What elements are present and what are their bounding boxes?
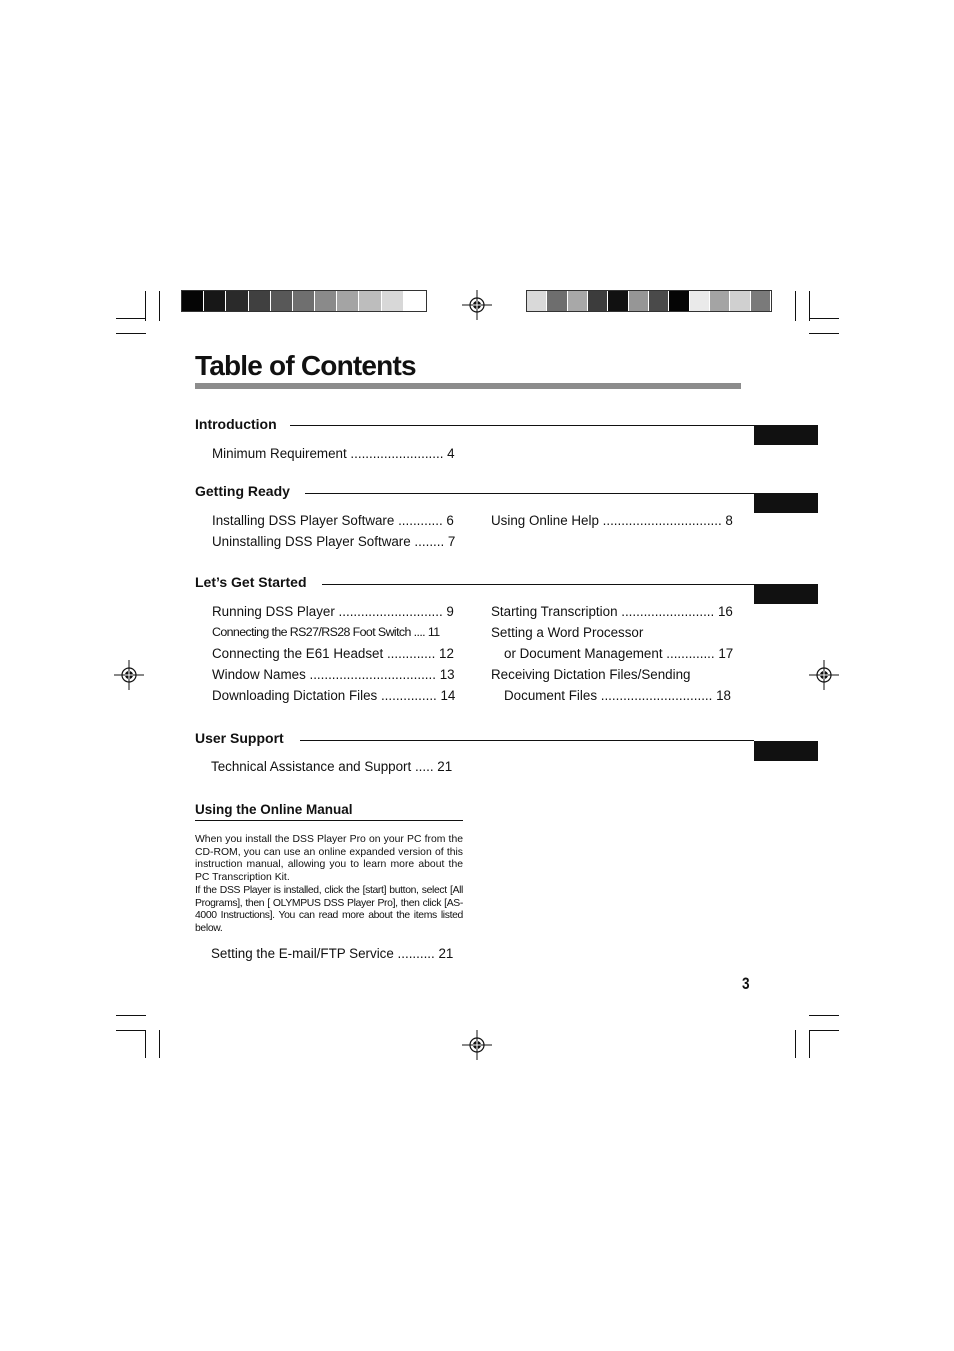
toc-entry-window-names[interactable]: Window Names .................................. 13 bbox=[212, 667, 455, 682]
online-manual-text bbox=[195, 834, 463, 936]
crop-mark bbox=[809, 1030, 810, 1058]
toc-entry-receiving-dictation[interactable]: Receiving Dictation Files/Sending bbox=[491, 667, 691, 682]
toc-entry-word-processor[interactable]: Setting a Word Processor bbox=[491, 625, 644, 640]
color-calibration-bar-right bbox=[526, 290, 772, 312]
toc-entry-minimum-requirement[interactable]: Minimum Requirement ......................... 4 bbox=[212, 446, 455, 461]
section-rule bbox=[300, 740, 754, 741]
color-swatch bbox=[204, 291, 226, 311]
toc-entry-foot-switch[interactable]: Connecting the RS27/RS28 Foot Switch .... 11 bbox=[212, 625, 440, 639]
color-swatch bbox=[608, 291, 628, 311]
color-swatch bbox=[404, 291, 426, 311]
toc-entry-running-dss-player[interactable]: Running DSS Player ............................ 9 bbox=[212, 604, 454, 619]
color-swatch bbox=[226, 291, 248, 311]
online-manual-paragraph: When you install the DSS Player Pro on your PC from the CD-ROM, you can use an online expanded version of this instruction manual, allowing you to learn more about the PC Transcription Kit. bbox=[195, 834, 463, 884]
online-manual-rule bbox=[195, 820, 463, 821]
color-swatch bbox=[588, 291, 608, 311]
crop-mark bbox=[116, 1030, 146, 1031]
crop-mark bbox=[809, 318, 839, 319]
section-rule bbox=[322, 584, 754, 585]
color-swatch bbox=[547, 291, 567, 311]
section-tab-marker bbox=[754, 584, 818, 604]
crop-mark bbox=[116, 1015, 146, 1016]
toc-entry-starting-transcription[interactable]: Starting Transcription ......................... 16 bbox=[491, 604, 733, 619]
color-swatch bbox=[710, 291, 730, 311]
registration-mark-icon bbox=[462, 290, 492, 320]
toc-entry-headset[interactable]: Connecting the E61 Headset ............. 12 bbox=[212, 646, 454, 661]
section-tab-marker bbox=[754, 741, 818, 761]
color-swatch bbox=[629, 291, 649, 311]
color-swatch bbox=[382, 291, 404, 311]
toc-entry-uninstalling[interactable]: Uninstalling DSS Player Software ........ 7 bbox=[212, 534, 456, 549]
color-calibration-bar-left bbox=[181, 290, 427, 312]
color-swatch bbox=[182, 291, 204, 311]
crop-mark bbox=[809, 1030, 839, 1031]
section-heading-getting-ready: Getting Ready bbox=[195, 483, 290, 499]
crop-mark bbox=[116, 318, 146, 319]
color-swatch bbox=[730, 291, 750, 311]
online-manual-paragraph: If the DSS Player is installed, click the [start] button, select [All Programs], then [ OLYMPUS DSS Player Pro], then click [AS-4000 Instructions]. You can read more about the items listed below. bbox=[195, 884, 463, 934]
crop-mark bbox=[795, 291, 796, 321]
crop-mark bbox=[145, 1030, 146, 1058]
registration-mark-icon bbox=[114, 660, 144, 690]
toc-entry-technical-assistance[interactable]: Technical Assistance and Support ..... 21 bbox=[211, 759, 453, 774]
color-swatch bbox=[669, 291, 689, 311]
toc-entry-online-help[interactable]: Using Online Help ................................ 8 bbox=[491, 513, 733, 528]
toc-entry-document-files[interactable]: Document Files .............................. 18 bbox=[504, 688, 731, 703]
toc-entry-installing[interactable]: Installing DSS Player Software ............ 6 bbox=[212, 513, 454, 528]
section-tab-marker bbox=[754, 493, 818, 513]
color-swatch bbox=[337, 291, 359, 311]
color-swatch bbox=[271, 291, 293, 311]
color-swatch bbox=[293, 291, 315, 311]
color-swatch bbox=[690, 291, 710, 311]
section-rule bbox=[305, 493, 754, 494]
color-swatch bbox=[359, 291, 381, 311]
section-heading-introduction: Introduction bbox=[195, 416, 277, 432]
crop-mark bbox=[159, 1030, 160, 1058]
crop-mark bbox=[145, 291, 146, 321]
color-swatch bbox=[249, 291, 271, 311]
color-swatch bbox=[315, 291, 337, 311]
registration-mark-icon bbox=[809, 660, 839, 690]
crop-mark bbox=[809, 1015, 839, 1016]
toc-entry-document-management[interactable]: or Document Management ............. 17 bbox=[504, 646, 734, 661]
toc-entry-downloading[interactable]: Downloading Dictation Files ............... 14 bbox=[212, 688, 456, 703]
crop-mark bbox=[809, 291, 810, 321]
color-swatch bbox=[527, 291, 547, 311]
crop-mark bbox=[116, 333, 146, 334]
section-heading-user-support: User Support bbox=[195, 730, 284, 746]
crop-mark bbox=[809, 333, 839, 334]
title-rule bbox=[195, 383, 741, 389]
registration-mark-icon bbox=[462, 1030, 492, 1060]
color-swatch bbox=[751, 291, 771, 311]
toc-entry-email-ftp[interactable]: Setting the E-mail/FTP Service .......... 21 bbox=[211, 946, 454, 961]
color-swatch bbox=[649, 291, 669, 311]
page-title: Table of Contents bbox=[195, 350, 416, 381]
crop-mark bbox=[795, 1030, 796, 1058]
color-swatch bbox=[568, 291, 588, 311]
crop-mark bbox=[159, 291, 160, 321]
section-tab-marker bbox=[754, 425, 818, 445]
section-rule bbox=[290, 425, 754, 426]
online-manual-heading: Using the Online Manual bbox=[195, 802, 353, 817]
page-number: 3 bbox=[742, 974, 750, 993]
section-heading-lets-get-started: Let’s Get Started bbox=[195, 574, 307, 590]
